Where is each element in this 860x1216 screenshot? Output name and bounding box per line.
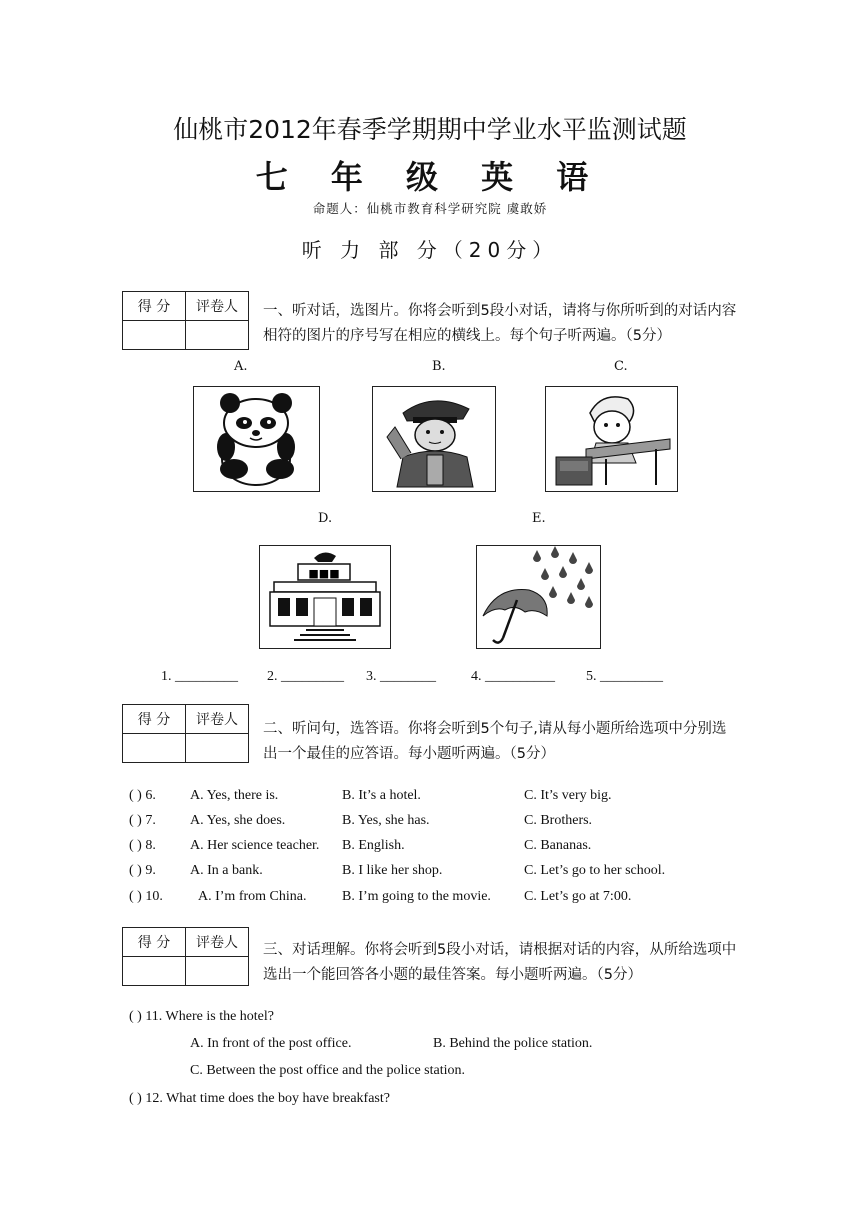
part3-instruction: 三、对话理解。你将会听到5段小对话，请根据对话的内容，从所给选项中选出一个能回答各小题的最佳答案。每小题听两遍。（5分） (263, 942, 737, 983)
score-label: 得 分 (123, 292, 186, 321)
q9-option-c: C. Let’s go to her school. (524, 863, 666, 878)
q8-option-c: C. Bananas. (524, 838, 592, 853)
grader-cell[interactable] (186, 734, 249, 763)
blank-2[interactable]: 2. _________ (267, 669, 344, 684)
blank-5[interactable]: 5. _________ (586, 669, 663, 684)
score-label: 得 分 (123, 928, 186, 957)
q12-question: ( ) 12. What time does the boy have breakfast? (129, 1091, 390, 1106)
score-box-3 (122, 927, 249, 986)
blank-4[interactable]: 4. __________ (471, 669, 555, 684)
q10-option-c: C. Let’s go at 7:00. (524, 889, 632, 904)
q9-option-b: B. I like her shop. (342, 863, 443, 878)
grader-cell[interactable] (186, 957, 249, 986)
q7-option-c: C. Brothers. (524, 813, 593, 828)
q11-option-a: A. In front of the post office. (190, 1036, 352, 1051)
exam-subject: 七 年 级 英 语 (255, 158, 605, 196)
q10-option-a: A. I’m from China. (198, 889, 307, 904)
score-box-2 (122, 704, 249, 763)
picture-label-e: E. (532, 511, 546, 526)
blank-3[interactable]: 3. ________ (366, 669, 436, 684)
score-box-1 (122, 291, 249, 350)
blank-1[interactable]: 1. _________ (161, 669, 238, 684)
exam-title: 仙桃市2012年春季学期期中学业水平监测试题 (173, 115, 687, 144)
q9-number[interactable]: ( ) 9. (129, 863, 156, 878)
library-sign: ■■■ (308, 567, 340, 580)
q11-option-b: B. Behind the police station. (433, 1036, 593, 1051)
exam-author: 命题人：仙桃市教育科学研究院 虞敢娇 (312, 201, 548, 216)
score-cell[interactable] (123, 957, 186, 986)
q7-option-a: A. Yes, she does. (190, 813, 286, 828)
q10-option-b: B. I’m going to the movie. (342, 889, 491, 904)
q8-number[interactable]: ( ) 8. (129, 838, 156, 853)
grader-cell[interactable] (186, 321, 249, 350)
picture-label-b: B. (432, 359, 446, 374)
grader-label: 评卷人 (186, 928, 249, 957)
library-icon (259, 545, 391, 649)
q10-number[interactable]: ( ) 10. (129, 889, 163, 904)
policeman-icon (372, 386, 496, 492)
panda-icon (193, 386, 320, 492)
section-title: 听 力 部 分（20分） (301, 238, 559, 262)
q8-option-a: A. Her science teacher. (190, 838, 320, 853)
q6-number[interactable]: ( ) 6. (129, 788, 156, 803)
q11-option-c: C. Between the post office and the police station. (190, 1063, 466, 1078)
score-cell[interactable] (123, 734, 186, 763)
q6-option-b: B. It’s a hotel. (342, 788, 421, 803)
q7-option-b: B. Yes, she has. (342, 813, 430, 828)
part2-instruction: 二、听问句，选答语。你将会听到5个句子,请从每小题所给选项中分别选出一个最佳的应答语。每小题听两遍。（5分） (263, 721, 727, 762)
boy-thinking-icon (545, 386, 678, 492)
q9-option-a: A. In a bank. (190, 863, 263, 878)
score-cell[interactable] (123, 321, 186, 350)
umbrella-rain-icon (476, 545, 601, 649)
picture-label-a: A. (234, 359, 248, 374)
grader-label: 评卷人 (186, 705, 249, 734)
part1-instruction: 一、听对话，选图片。你将会听到5段小对话，请将与你所听到的对话内容相符的图片的序号写在相应的横线上。每个句子听两遍。（5分） (263, 303, 737, 344)
picture-label-d: D. (318, 511, 333, 526)
picture-label-c: C. (614, 359, 628, 374)
grader-label: 评卷人 (186, 292, 249, 321)
score-label: 得 分 (123, 705, 186, 734)
q6-option-c: C. It’s very big. (524, 788, 612, 803)
q7-number[interactable]: ( ) 7. (129, 813, 156, 828)
q11-question: ( ) 11. Where is the hotel? (129, 1009, 275, 1024)
q8-option-b: B. English. (342, 838, 405, 853)
q6-option-a: A. Yes, there is. (190, 788, 279, 803)
